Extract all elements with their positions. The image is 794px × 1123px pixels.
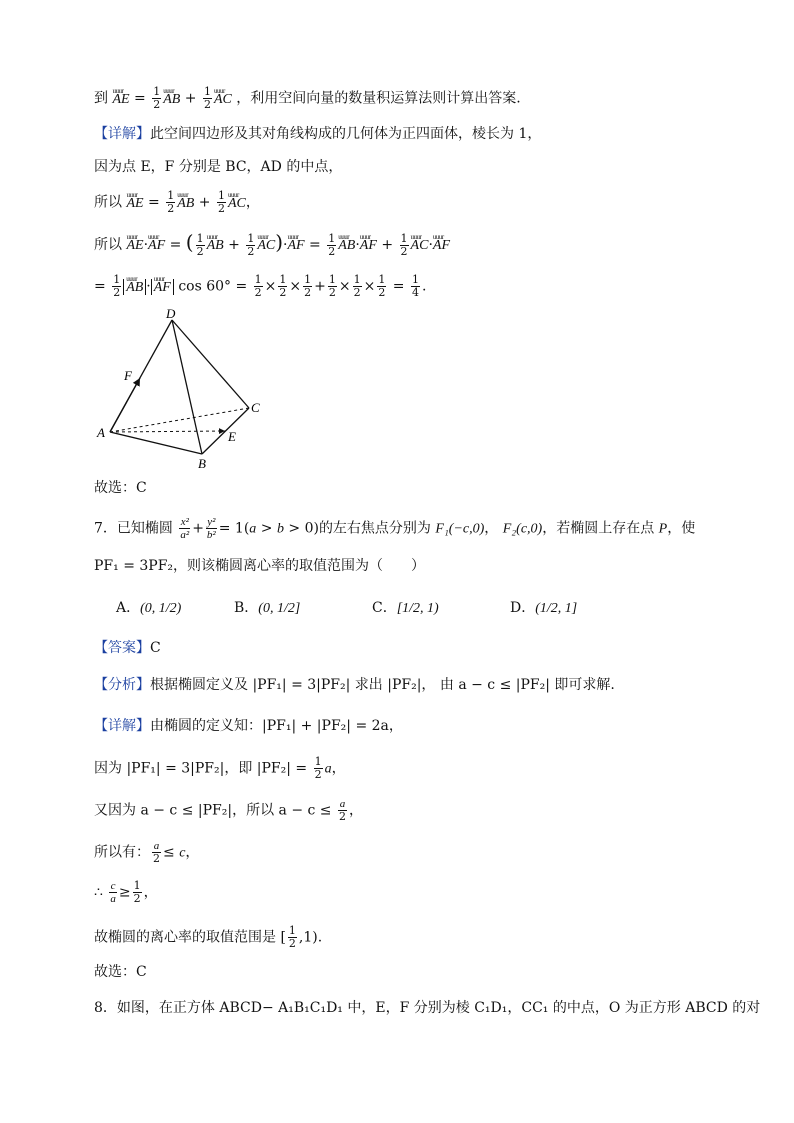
edge-DC	[172, 320, 249, 408]
label-D: D	[166, 306, 176, 321]
label-A: A	[97, 425, 105, 440]
q7-step3: 所以有： $\frac{a}{2}$ ≤ c，	[94, 840, 200, 865]
vector-AE-arrow	[110, 431, 225, 432]
answer-choice-q6: 故选：C	[94, 480, 147, 496]
detail-line: 【详解】此空间四边形及其对角线构成的几何体为正四面体，棱长为 1，	[94, 126, 542, 142]
computation-line: = $\frac{1}{2}$ uuur AB ·uuur AF cos 60° = $\frac{1}{2}$ × $\frac{1}{2}$ × $\frac{1}{2}$ + $\frac{1}{2}$ × $\frac{1}{2}$ × $\frac{1}{2}$ = $\frac{1}{4}$ .	[94, 274, 426, 299]
edge-AB	[110, 432, 202, 454]
edge-BC	[202, 408, 249, 454]
q7-conclusion: 故选：C	[94, 964, 147, 980]
option-B[interactable]: B．(0, 1/2]	[234, 600, 301, 616]
q7-step2: 又因为 a − c ≤ |PF₂|，所以 a − c ≤ $\frac{a}{2}$ ，	[94, 798, 363, 823]
q8-text: 8．如图，在正方体 ABCD− A₁B₁C₁D₁ 中，E，F 分别为棱 C₁D₁，CC₁ 的中点，O 为正方形 ABCD 的对	[94, 1000, 761, 1016]
points-line: 因为点 E，F 分别是 BC，AD 的中点，	[94, 159, 343, 175]
label-C: C	[251, 400, 260, 415]
option-A[interactable]: A．(0, 1/2)	[116, 600, 182, 616]
q7-options	[94, 598, 694, 622]
option-C[interactable]: C．[1/2, 1)	[372, 600, 439, 616]
q7-analysis: 【分析】根据椭圆定义及 |PF₁| = 3|PF₂| 求出 |PF₂|， 由 a − c ≤ |PF₂| 即可求解.	[94, 677, 615, 693]
vector-AE-line: 所以 uuur AE = $\frac{1}{2}$ uuur AB + $\frac{1}{2}$ uuur AC，	[94, 190, 260, 215]
intro-line: 到 uuur AE = $\frac{1}{2}$ uuur AB + $\frac{1}{2}$ uuur AC ，利用空间向量的数量积运算法则计算出答案.	[94, 86, 521, 111]
vector-AF-arrow	[110, 378, 140, 432]
label-E: E	[228, 429, 236, 444]
detail-tag: 【详解】	[94, 126, 150, 142]
q7-step5: 故椭圆的离心率的取值范围是 [ $\frac{1}{2}$ ,1).	[94, 924, 323, 950]
label-B: B	[198, 456, 206, 471]
label-F: F	[124, 368, 132, 383]
q7-step4: ∴ $\frac{c}{a}$ ≥ $\frac{1}{2}$ ，	[94, 879, 158, 905]
vector-AE: uuur AE	[112, 90, 129, 110]
q7-detail: 【详解】由椭圆的定义知：|PF₁| + |PF₂| = 2a，	[94, 718, 403, 734]
q7-answer: 【答案】C	[94, 640, 161, 656]
q7-line1: 7．已知椭圆 $\frac{\text{x²}}{\text{a²}}$ + $\frac{\text{y²}}{\text{b²}}$ = 1(a > b > 0)的左右焦点分别为 F₁(−c,0)， F₂(c,0)，若椭圆上存在点 P，使	[94, 516, 696, 541]
tetrahedron-figure	[92, 304, 272, 472]
q7-line2: PF₁ = 3PF₂，则该椭圆离心率的取值范围为（ ）	[94, 558, 426, 574]
option-D[interactable]: D．(1/2, 1]	[510, 600, 578, 616]
q7-step1: 因为 |PF₁| = 3|PF₂|，即 |PF₂| = $\frac{1}{2}$ a，	[94, 755, 346, 781]
edge-DB	[172, 320, 202, 454]
dot-product-line: 所以 uuur AE·uuur AF = ( $\frac{1}{2}$ uuur AB + $\frac{1}{2}$ uuur AC)·uuur AF = $\frac{1}{2}$ uuur AB·uuur AF + $\frac{1}{2}$ uuur AC·uuur AF	[94, 232, 450, 258]
